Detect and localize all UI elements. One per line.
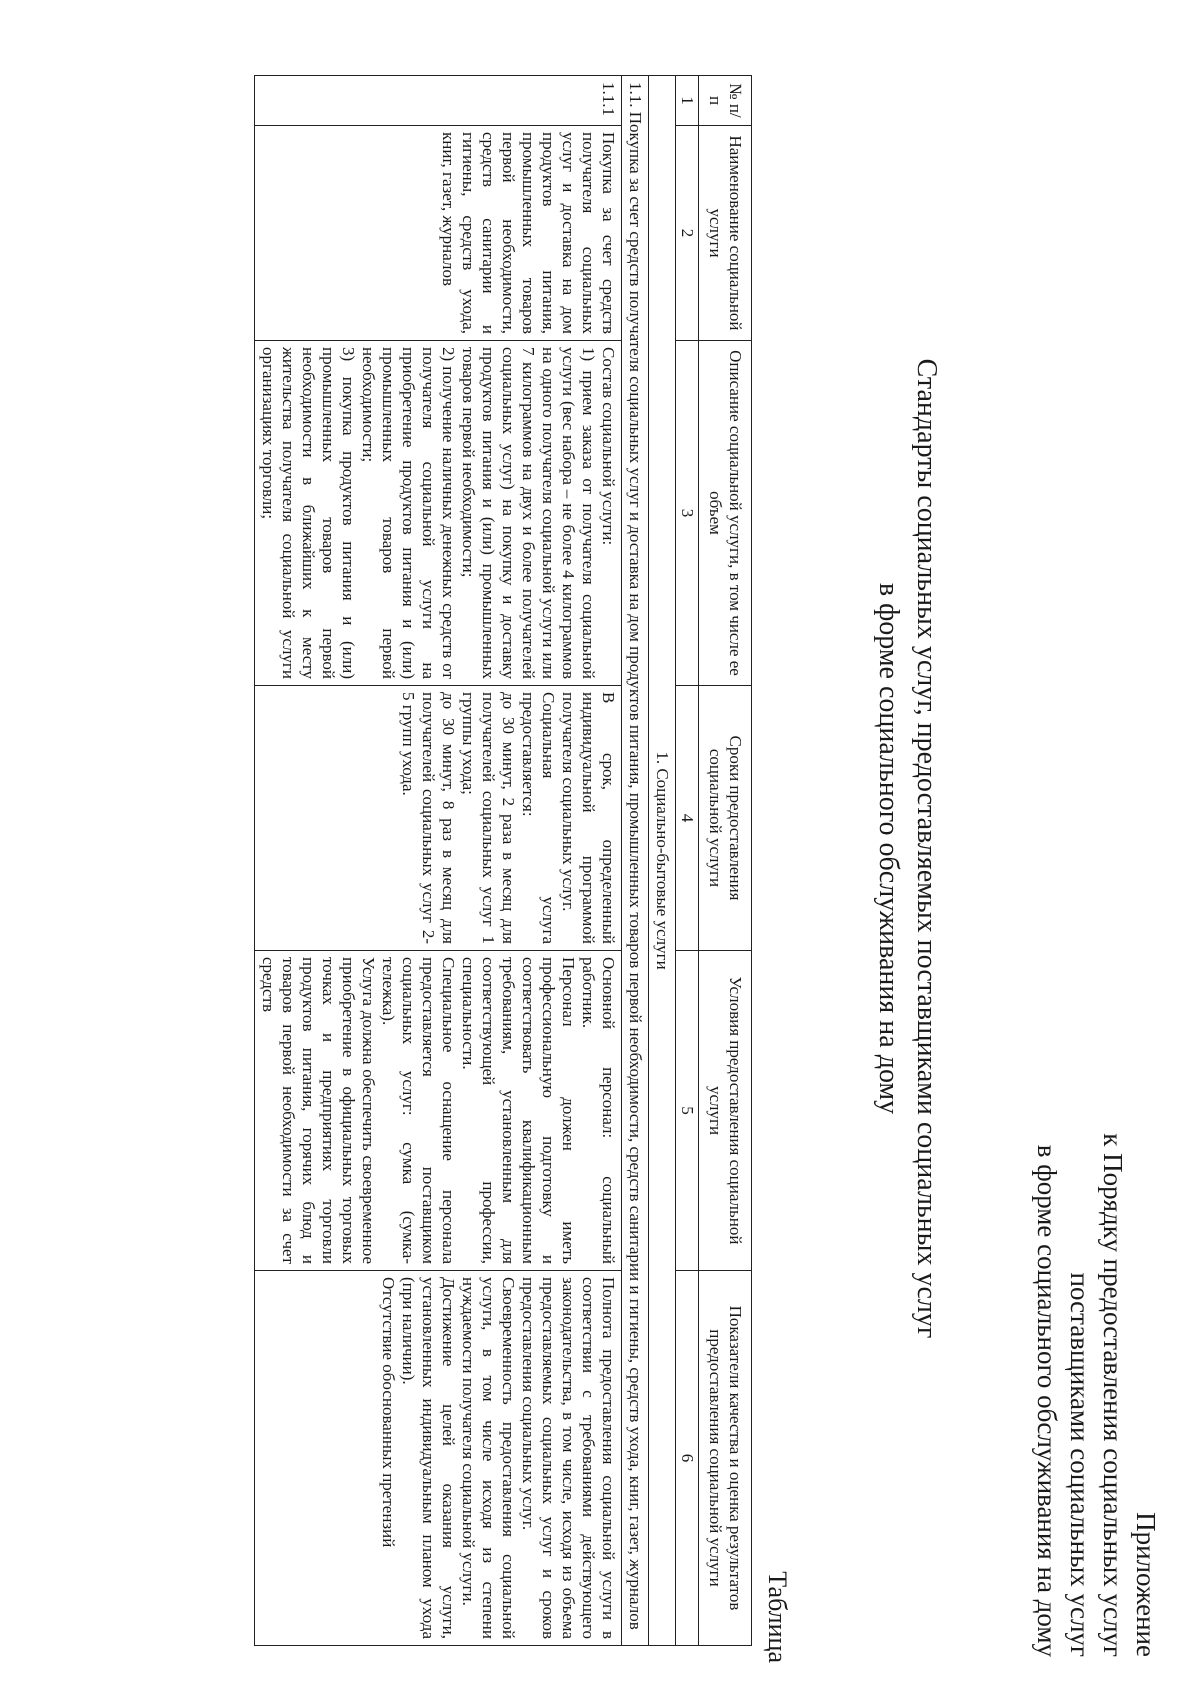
quality-paragraph: Достижение целей оказания услуги, установленных индивидуальным планом ухода (при наличии). <box>399 1277 458 1639</box>
subsection-row <box>622 76 649 1646</box>
appendix-header <box>1030 1133 1162 1657</box>
header-cell: Условия предоставления социальной услуги <box>699 951 752 1271</box>
table-row <box>255 76 622 1646</box>
appendix-line: к Порядку предоставления социальных услуг <box>1098 1133 1128 1657</box>
title-line: в форме социального обслуживания на дому <box>873 582 904 1115</box>
appendix-line: в форме социального обслуживания на дому <box>1032 1144 1062 1657</box>
column-number: 5 <box>676 951 699 1271</box>
conditions-paragraph: Услуга должна обеспечить своевременное приобретение в официальных торговых точках и предприятиях торговли продуктов питания, горячих блюд и товаров первой необходимости за счет средств <box>259 957 378 1264</box>
row-number: 1.1.1 <box>255 76 622 126</box>
description-intro: Состав социальной услуги: <box>599 347 618 546</box>
header-cell: Показатели качества и оценка результатов предоставления социальной услуги <box>699 1271 752 1646</box>
quality-paragraph: Отсутствие обоснованных претензий <box>379 1277 398 1548</box>
section-title: 1. Социально-бытовые услуги <box>649 76 676 1646</box>
column-number-row <box>676 76 699 1646</box>
header-cell: Описание социальной услуги, в том числе ее объем <box>699 341 752 686</box>
terms-paragraph: Социальная услуга предоставляется: <box>519 692 558 944</box>
appendix-line: поставщиками социальных услуг <box>1065 1272 1095 1657</box>
conditions-paragraph: Специальное оснащение персонала предоставляется поставщиком социальных услуг: сумка (сумка-тележка). <box>379 957 458 1264</box>
standards-table <box>254 75 752 1646</box>
section-row <box>649 76 676 1646</box>
terms-paragraph: до 30 минут, 8 раз в месяц для получателей социальных услуг 2-5 групп ухода. <box>399 692 458 944</box>
description-item: 2) получение наличных денежных средств от получателя социальной услуги на приобретение продуктов питания и (или) промышленных товаров первой необходимости; <box>359 347 458 679</box>
conditions-paragraph: Персонал должен иметь профессиональную подготовку и соответствовать квалификационным требованиям, установленным для соответствующей профессии, специальности. <box>459 957 578 1264</box>
header-row <box>699 76 752 1646</box>
column-number: 1 <box>676 76 699 126</box>
service-quality <box>255 1271 622 1646</box>
column-number: 6 <box>676 1271 699 1646</box>
table-label: Таблица <box>763 1571 792 1663</box>
appendix-line: Приложение <box>1131 1512 1161 1657</box>
column-number: 4 <box>676 686 699 951</box>
description-item: 1) прием заказа от получателя социальной услуги (вес набора – не более 4 килограммов на одного получателя социальной услуги или 7 килограммов на двух и более получателей социальных услуг) на покупку и доставку продуктов питания и (или) промышленных товаров первой необходимости; <box>459 347 598 679</box>
terms-paragraph: до 30 минут, 2 раза в месяц для получателей социальных услуг 1 группы ухода; <box>459 692 518 944</box>
document-title <box>869 0 945 1697</box>
description-item: 3) покупка продуктов питания и (или) промышленных товаров первой необходимости в ближайших к месту жительства получателя социальной услуги организациях торговли; <box>259 347 358 679</box>
terms-paragraph: В срок, определенный индивидуальной программой получателя социальных услуг. <box>559 692 618 944</box>
subsection-title: 1.1. Покупка за счет средств получателя социальных услуг и доставка на дом продуктов питания, промышленных товаров первой необходимости, средств санитарии и гигиены, средств ухода, книг, газет, журналов <box>622 76 649 1646</box>
service-description <box>255 341 622 686</box>
title-line: Стандарты социальных услуг, предоставляемых поставщиками социальных услуг <box>911 358 942 1339</box>
header-cell: Наименование социальной услуги <box>699 126 752 341</box>
quality-paragraph: Полнота предоставления социальной услуги в соответствии с требованиями действующего законодательства, в том числе, исходя из объема предоставляемых социальных услуг и сроков предоставления социальных услуг. <box>519 1277 618 1639</box>
column-number: 3 <box>676 341 699 686</box>
conditions-paragraph: Основной персонал: социальный работник. <box>579 957 618 1264</box>
service-conditions <box>255 951 622 1271</box>
service-name: Покупка за счет средств получателя социальных услуг и доставка на дом продуктов питания, промышленных товаров первой необходимости, средств санитарии и гигиены, средств ухода, книг, газет, журналов <box>255 126 622 341</box>
header-cell: Сроки предоставления социальной услуги <box>699 686 752 951</box>
quality-paragraph: Своевременность предоставления социальной услуги, в том числе исходя из степени нуждаемости получателя социальной услуги. <box>459 1277 518 1639</box>
header-cell: № п/п <box>699 76 752 126</box>
service-terms <box>255 686 622 951</box>
column-number: 2 <box>676 126 699 341</box>
